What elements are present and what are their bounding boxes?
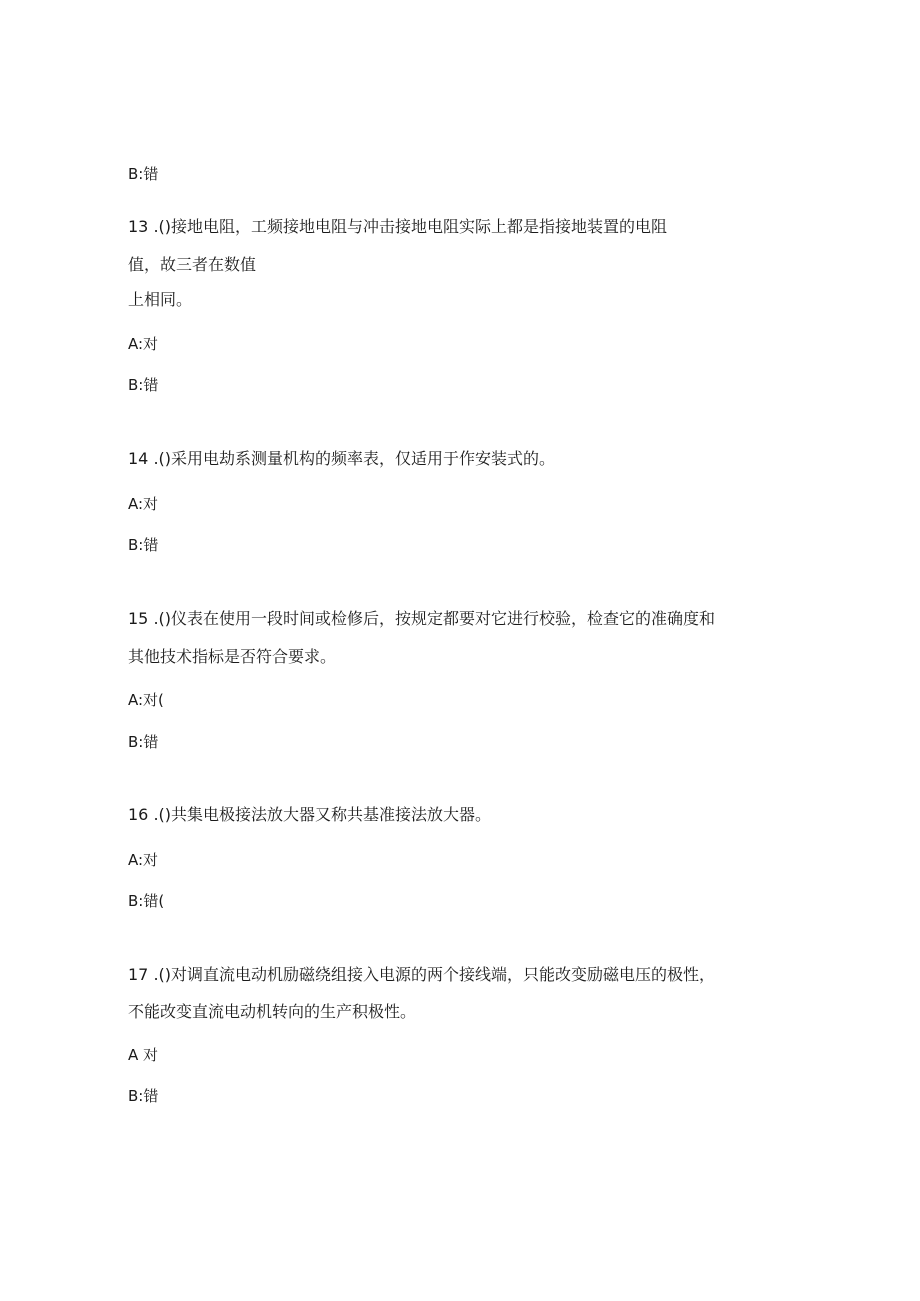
option-a-16: A:对 bbox=[128, 851, 159, 869]
question-16-line-1: 16 .()共集电极接法放大器又称共基准接法放大器。 bbox=[128, 805, 492, 824]
option-b-17: B:错 bbox=[128, 1087, 159, 1105]
question-13-line-2: 值，故三者在数值 bbox=[128, 255, 257, 274]
question-17-line-2: 不能改变直流电动机转向的生产积极性。 bbox=[128, 1002, 417, 1021]
option-b-12: B:错 bbox=[128, 165, 159, 183]
question-13-line-1: 13 .()接地电阻，工频接地电阻与冲击接地电阻实际上都是指接地装置的电阻 bbox=[128, 217, 668, 236]
question-15-line-1: 15 .()仪表在使用一段时间或检修后，按规定都要对它进行校验，检查它的准确度和 bbox=[128, 609, 716, 628]
option-a-17: A 对 bbox=[128, 1046, 159, 1064]
question-13-line-3: 上相同。 bbox=[128, 290, 193, 309]
option-a-15: A:对( bbox=[128, 691, 164, 709]
option-b-13: B:错 bbox=[128, 376, 159, 394]
question-15-line-2: 其他技术指标是否符合要求。 bbox=[128, 647, 337, 666]
option-a-14: A:对 bbox=[128, 495, 159, 513]
question-17-line-1: 17 .()对调直流电动机励磁绕组接入电源的两个接线端，只能改变励磁电压的极性， bbox=[128, 965, 716, 984]
option-b-14: B:错 bbox=[128, 536, 159, 554]
option-b-16: B:错( bbox=[128, 892, 165, 910]
option-a-13: A:对 bbox=[128, 335, 159, 353]
question-14-line-1: 14 .()采用电劫系测量机构的频率表，仅适用于作安装式的。 bbox=[128, 449, 556, 468]
option-b-15: B:错 bbox=[128, 733, 159, 751]
